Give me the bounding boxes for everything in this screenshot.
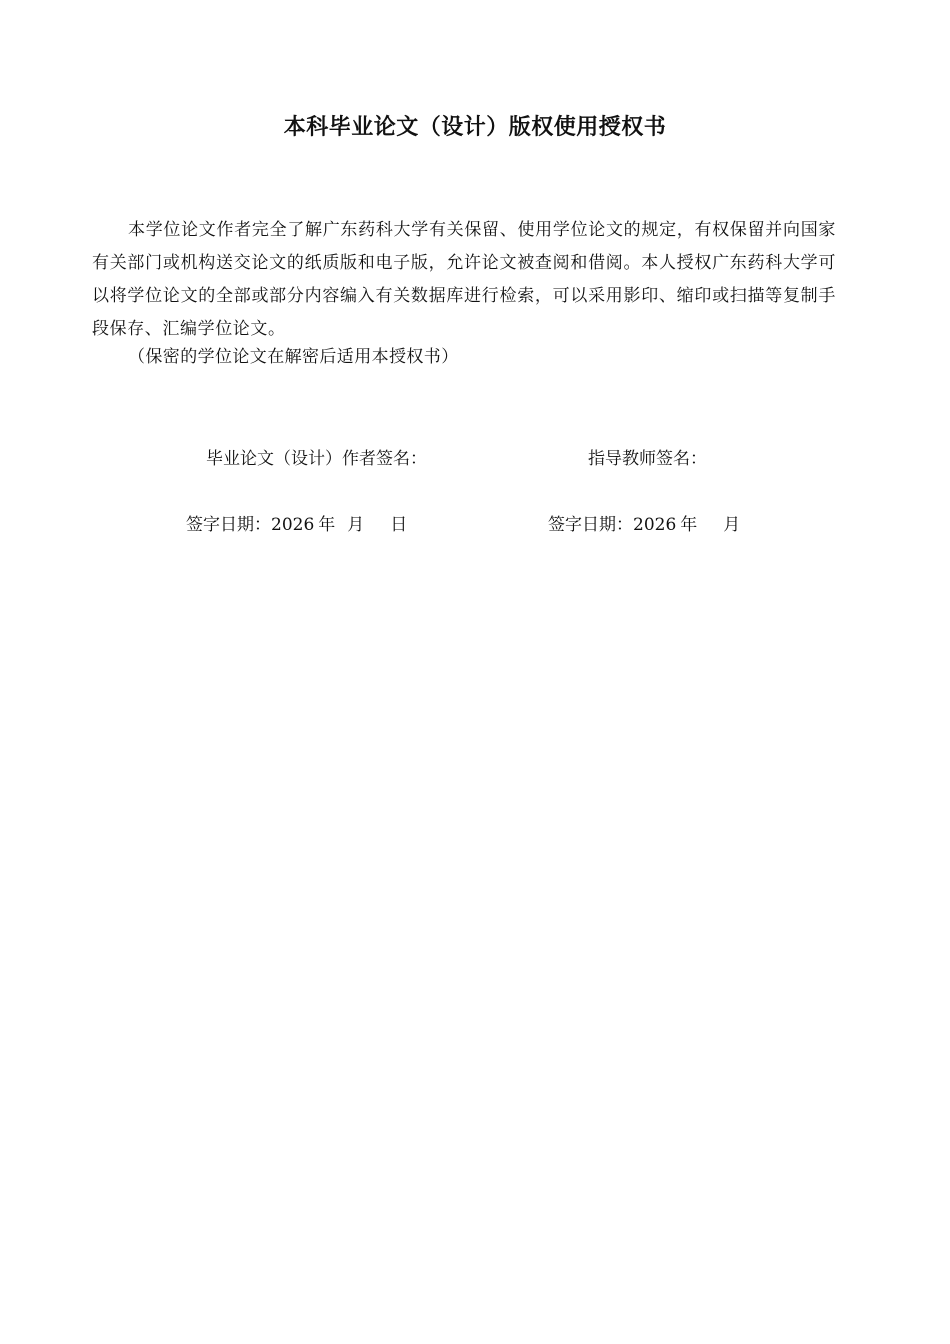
author-sign-date <box>186 512 407 538</box>
advisor-signature-label: 指导教师签名： <box>588 449 707 469</box>
date-label: 签字日期： <box>548 515 633 535</box>
date-year-unit: 年 <box>318 515 336 535</box>
date-month-unit: 月 <box>723 515 741 535</box>
date-day-unit: 日 <box>390 515 408 535</box>
confidential-note: （保密的学位论文在解密后适用本授权书） <box>128 347 459 367</box>
authorization-paragraph: 本学位论文作者完全了解广东药科大学有关保留、使用学位论文的规定，有权保留并向国家有关部门或机构送交论文的纸质版和电子版，允许论文被查阅和借阅。本人授权广东药科大学可以将学位论文的全部或部分内容编入有关数据库进行检索，可以采用影印、缩印或扫描等复制手段保存、汇编学位论文。 <box>92 220 836 339</box>
date-year-unit: 年 <box>680 515 698 535</box>
date-year: 2026 <box>271 515 315 535</box>
author-signature-label: 毕业论文（设计）作者签名： <box>206 449 427 469</box>
date-month-unit: 月 <box>347 515 365 535</box>
date-label: 签字日期： <box>186 515 271 535</box>
advisor-sign-date <box>548 512 740 538</box>
date-year: 2026 <box>633 515 677 535</box>
page-title: 本科毕业论文（设计）版权使用授权书 <box>283 115 667 140</box>
